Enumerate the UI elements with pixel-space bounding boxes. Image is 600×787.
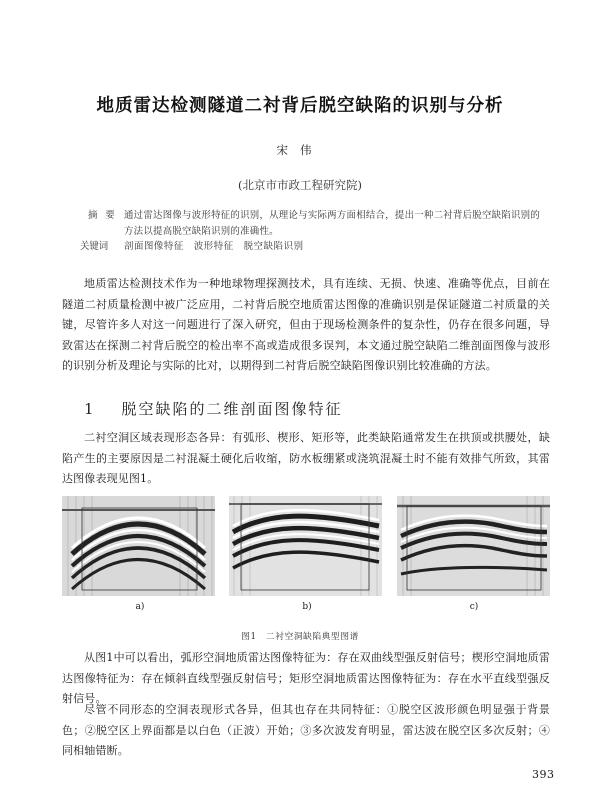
section-paragraph: 二衬空洞区域表现形态各异：有弧形、楔形、矩形等，此类缺陷通常发生在拱顶或拱腰处，缺陷产生的主要原因是二衬混凝土硬化后收缩，防水板绷紧或浇筑混凝土时不能有效排气所致，其雷达图像表现见图1。 bbox=[62, 431, 550, 486]
abstract-text: 通过雷达图像与波形特征的识别，从理论与实际两方面相结合，提出一种二衬背后脱空缺陷识别的方法以提高脱空缺陷识别的准确性。 bbox=[124, 210, 541, 237]
keywords-label: 关键词 bbox=[80, 241, 109, 252]
features-paragraph: 尽管不同形态的空洞表现形式各异，但其也存在共同特征：①脱空区波形颜色明显强于背景色；②脱空区上界面都是以白色（正波）开始；③多次波发育明显，雷达波在脱空区多次反射；④同相轴错断。 bbox=[62, 703, 550, 758]
keywords-text: 剖面图像特征 波形特征 脱空缺陷识别 bbox=[124, 241, 304, 252]
panel-label-b: b) bbox=[302, 602, 312, 612]
author-affiliation: (北京市市政工程研究院) bbox=[238, 178, 362, 192]
abstract-label: 摘要 bbox=[88, 210, 123, 221]
radar-image-b bbox=[229, 496, 382, 596]
section-title: 脱空缺陷的二维剖面图像特征 bbox=[121, 400, 343, 418]
figure-1 bbox=[62, 496, 550, 614]
page-number: 393 bbox=[532, 768, 555, 781]
paper-title: 地质雷达检测隧道二衬背后脱空缺陷的识别与分析 bbox=[96, 96, 504, 116]
radar-image-c bbox=[397, 496, 550, 596]
intro-paragraph: 地质雷达检测技术作为一种地球物理探测技术，具有连续、无损、快速、准确等优点，目前在隧道二衬质量检测中被广泛应用，二衬背后脱空地质雷达图像的准确识别是保证隧道二衬质量的关键，尽管许多人对这一问题进行了深入研究，但由于现场检测条件的复杂性，仍存在很多问题，导致雷达在探测二衬背后脱空的检出率不高或造成很多误判，本文通过脱空缺陷二维剖面图像与波形的识别分析及理论与实际的比对，以期得到二衬背后脱空缺陷图像识别比较准确的方法。 bbox=[62, 277, 550, 373]
figure-caption: 图1 二衬空洞缺陷典型图谱 bbox=[241, 632, 359, 642]
radar-image-a bbox=[62, 496, 215, 596]
section-number: 1 bbox=[84, 400, 96, 418]
section-heading bbox=[84, 398, 343, 419]
analysis-paragraph: 从图1中可以看出，弧形空洞地质雷达图像特征为：存在双曲线型强反射信号；楔形空洞地质雷达图像特征为：存在倾斜直线型强反射信号；矩形空洞地质雷达图像特征为：存在水平直线型强反射信号。 bbox=[62, 651, 550, 706]
panel-label-c: c) bbox=[469, 602, 479, 612]
panel-label-a: a) bbox=[135, 602, 145, 612]
author-name: 宋伟 bbox=[276, 143, 324, 157]
